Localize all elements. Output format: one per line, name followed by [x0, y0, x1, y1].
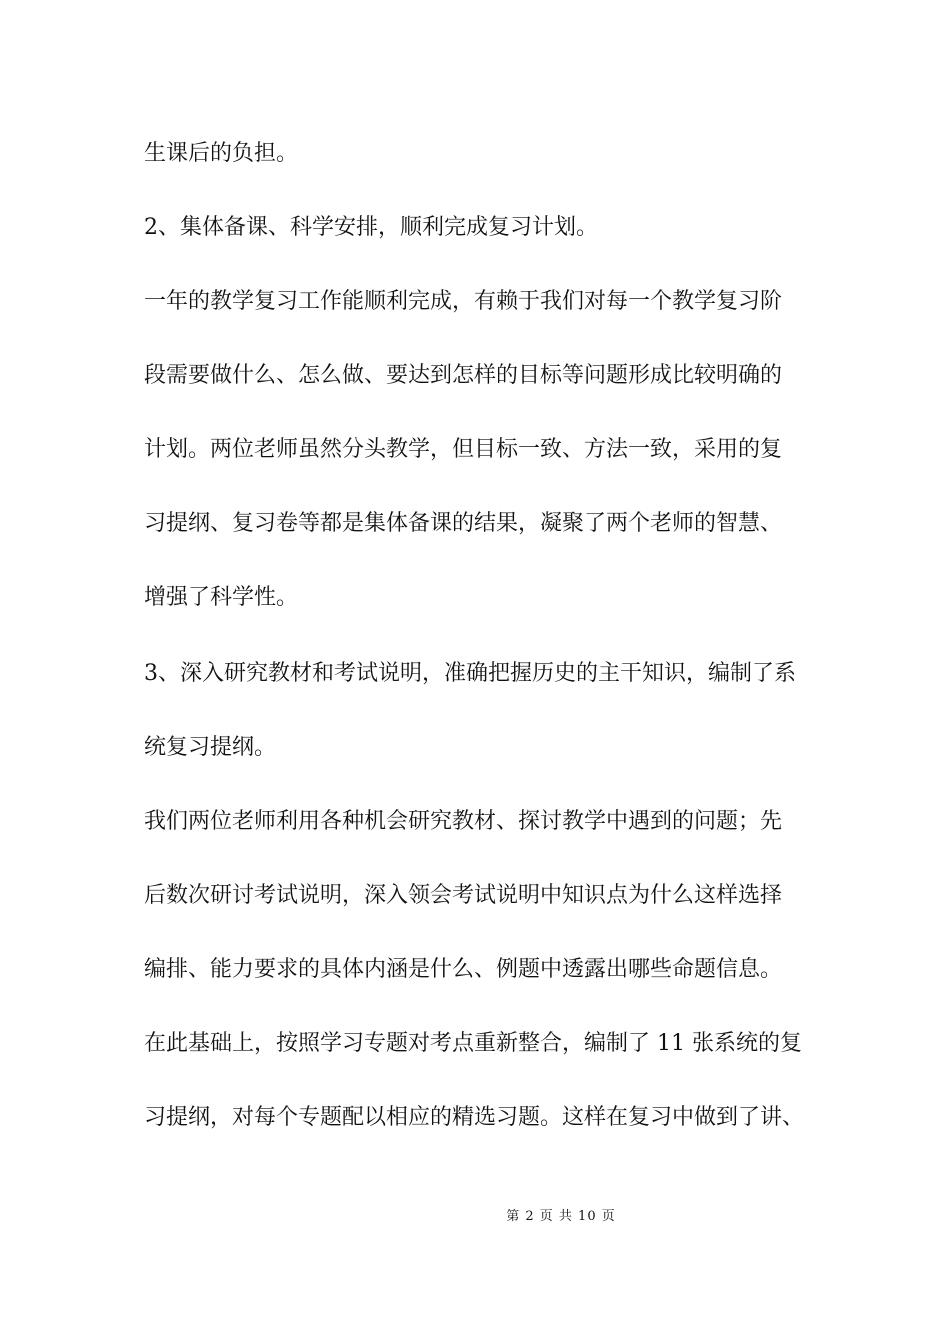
- paragraph-line: 习提纲，对每个专题配以相应的精选习题。这样在复习中做到了讲、: [144, 1105, 805, 1130]
- paragraph-line: 编排、能力要求的具体内涵是什么、例题中透露出哪些命题信息。: [144, 957, 783, 982]
- section-heading-2: 2、集体备课、科学安排，顺利完成复习计划。: [144, 215, 598, 240]
- section-heading-3: 3、深入研究教材和考试说明，准确把握历史的主干知识，编制了系: [144, 661, 796, 686]
- page-footer: [0, 1208, 950, 1226]
- paragraph-line: 在此基础上，按照学习专题对考点重新整合，编制了 11 张系统的复: [144, 1031, 802, 1056]
- paragraph-line: 增强了科学性。: [144, 585, 299, 610]
- paragraph-line: 生课后的负担。: [144, 141, 299, 166]
- paragraph-line: 后数次研讨考试说明，深入领会考试说明中知识点为什么这样选择: [144, 883, 783, 908]
- page-number-label: 第 2 页 共 10 页: [506, 1209, 616, 1224]
- paragraph-line: 我们两位老师利用各种机会研究教材、探讨教学中遇到的问题；先: [144, 809, 783, 834]
- paragraph-line: 计划。两位老师虽然分头教学，但目标一致、方法一致，采用的复: [144, 437, 783, 462]
- section-heading-3-cont: 统复习提纲。: [144, 735, 277, 760]
- paragraph-line: 一年的教学复习工作能顺利完成，有赖于我们对每一个教学复习阶: [144, 289, 783, 314]
- paragraph-line: 段需要做什么、怎么做、要达到怎样的目标等问题形成比较明确的: [144, 363, 783, 388]
- paragraph-line: 习提纲、复习卷等都是集体备课的结果，凝聚了两个老师的智慧、: [144, 511, 783, 536]
